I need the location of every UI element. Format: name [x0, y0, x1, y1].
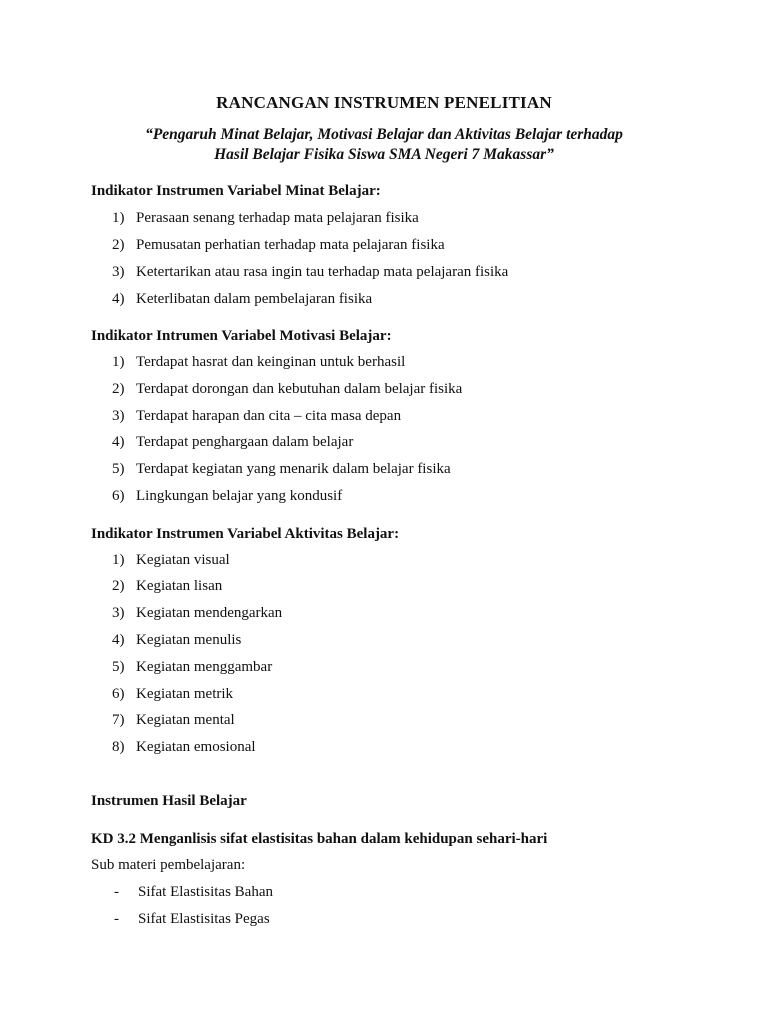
list-number: 7): [112, 712, 125, 728]
list-item: [112, 291, 372, 308]
list-text: Kegiatan emosional: [136, 739, 256, 755]
list-text: Terdapat penghargaan dalam belajar: [136, 434, 354, 450]
list-number: 6): [112, 488, 125, 504]
list-item: [112, 712, 235, 729]
list-number: 4): [112, 434, 125, 450]
list-text: Lingkungan belajar yang kondusif: [136, 488, 343, 504]
section-heading-minat: Indikator Instrumen Variabel Minat Belajar:: [91, 183, 381, 199]
list-item: [112, 632, 241, 649]
list-text: Pemusatan perhatian terhadap mata pelajaran fisika: [136, 237, 445, 253]
list-number: 8): [112, 739, 125, 755]
list-text: Perasaan senang terhadap mata pelajaran fisika: [136, 210, 419, 226]
list-text: Kegiatan menggambar: [136, 659, 273, 675]
list-number: 1): [112, 354, 125, 370]
section-heading-motivasi: Indikator Intrumen Variabel Motivasi Belajar:: [91, 328, 392, 344]
list-text: Keterlibatan dalam pembelajaran fisika: [136, 291, 373, 307]
subtitle-line-2: Hasil Belajar Fisika Siswa SMA Negeri 7 Makassar”: [214, 146, 554, 163]
list-item: [112, 381, 462, 398]
list-text: Terdapat hasrat dan keinginan untuk berhasil: [136, 354, 406, 370]
list-text: Ketertarikan atau rasa ingin tau terhadap mata pelajaran fisika: [136, 264, 509, 280]
list-item: [112, 488, 342, 505]
list-item: [112, 605, 282, 622]
list-item: [112, 911, 270, 928]
list-item: [112, 884, 273, 901]
list-number: 4): [112, 291, 125, 307]
list-number: 3): [112, 408, 125, 424]
list-number: 2): [112, 237, 125, 253]
list-item: [112, 578, 222, 595]
kd-heading: KD 3.2 Menganlisis sifat elastisitas bahan dalam kehidupan sehari-hari: [91, 831, 548, 847]
list-item: [112, 659, 272, 676]
list-text: Kegiatan mendengarkan: [136, 605, 283, 621]
list-item: [112, 408, 401, 425]
list-item: [112, 686, 233, 703]
list-item: [112, 237, 445, 254]
sub-materi-label: Sub materi pembelajaran:: [91, 857, 246, 873]
subtitle-line-1: “Pengaruh Minat Belajar, Motivasi Belajar dan Aktivitas Belajar terhadap: [145, 126, 623, 143]
list-bullet: -: [114, 884, 119, 900]
list-item: [112, 264, 508, 281]
list-number: 5): [112, 659, 125, 675]
section-heading-hasil-belajar: Instrumen Hasil Belajar: [91, 793, 247, 809]
document-title: RANCANGAN INSTRUMEN PENELITIAN: [216, 93, 552, 112]
list-text: Terdapat dorongan dan kebutuhan dalam belajar fisika: [136, 381, 463, 397]
document-subtitle: [0, 125, 768, 165]
list-number: 5): [112, 461, 125, 477]
list-number: 6): [112, 686, 125, 702]
list-text: Kegiatan menulis: [136, 632, 242, 648]
list-item: [112, 461, 451, 478]
list-item: [112, 434, 353, 451]
list-item: [112, 210, 419, 227]
section-heading-aktivitas: Indikator Instrumen Variabel Aktivitas Belajar:: [91, 526, 400, 542]
list-text: Kegiatan lisan: [136, 578, 223, 594]
list-item: [112, 552, 230, 569]
list-number: 2): [112, 578, 125, 594]
list-number: 2): [112, 381, 125, 397]
list-number: 1): [112, 210, 125, 226]
list-number: 3): [112, 605, 125, 621]
list-text: Terdapat kegiatan yang menarik dalam belajar fisika: [136, 461, 451, 477]
list-text: Kegiatan visual: [136, 552, 230, 568]
list-number: 4): [112, 632, 125, 648]
list-number: 3): [112, 264, 125, 280]
list-text: Sifat Elastisitas Pegas: [138, 911, 270, 927]
list-text: Kegiatan metrik: [136, 686, 234, 702]
list-text: Sifat Elastisitas Bahan: [138, 884, 273, 900]
list-text: Kegiatan mental: [136, 712, 235, 728]
list-bullet: -: [114, 911, 119, 927]
list-item: [112, 354, 405, 371]
list-number: 1): [112, 552, 125, 568]
list-item: [112, 739, 256, 756]
list-text: Terdapat harapan dan cita – cita masa depan: [136, 408, 402, 424]
